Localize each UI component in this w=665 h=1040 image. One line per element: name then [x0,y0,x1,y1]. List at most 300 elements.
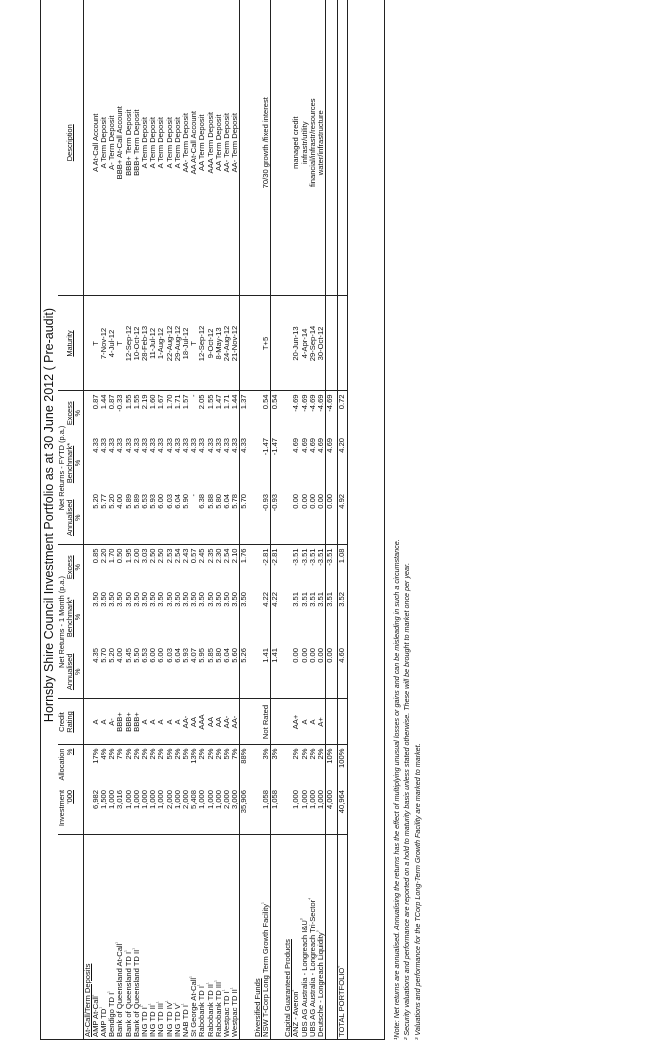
inv-cell: 1,000 [149,787,157,835]
pct-label: % [74,589,83,645]
m-ann-cell: 6.53 [141,645,149,699]
desc-cell: A At-Call Account [92,0,100,296]
m-bench-cell: 3.50 [131,592,141,607]
footnote-marker: ¹ [147,1003,154,1006]
footnote-marker: ¹ [213,980,220,982]
m-exc-cell: 3.03 [139,548,149,564]
m-ann-cell: 5.93 [182,645,190,699]
desc-cell: A Term Deposit [157,0,165,296]
footnote-marker: ¹ [164,1000,171,1003]
m-bench-cell: 3.51 [299,592,309,607]
table-row [317,0,326,1040]
inv-cell: 1,000 [207,787,215,835]
rating-cell: A [149,699,157,745]
maturity-cell: 4-Jul-12 [108,296,116,391]
subtotal-m-bench: 4.22 [271,589,280,645]
footnote-marker: ⁶ [336,965,343,968]
f-ann-cell: 6.04 [174,491,182,545]
f-exc-cell: 0.87 [90,394,100,410]
fytd-annualised-header: Annualised [65,499,75,537]
investment-name-text: ING TD IV [164,1002,174,1037]
f-ann-cell: 0.00 [317,491,326,545]
m-exc-cell: 2.50 [148,548,158,564]
f-ann-cell: -0.93 [262,491,271,545]
blank [326,296,335,391]
investment-name-text: Rabobank TD II [205,983,215,1037]
footnote-marker: ¹ [90,994,97,997]
subtotal-f-exc: -4.69 [326,391,335,435]
rating-cell: AA [215,699,223,745]
f-bench-cell: 4.33 [131,437,141,453]
description-header: Description [65,124,75,162]
inv-cell: 1,000 [133,787,141,835]
m-exc-cell: 2.43 [181,548,190,564]
f-ann-cell: 5.78 [231,491,240,545]
subtotal-f-exc: 1.37 [240,391,249,435]
m-exc-cell: 2.35 [205,548,215,564]
section-heading-text: Diversified Funds [252,978,262,1037]
m-ann-cell: 5.95 [198,645,206,699]
f-bench-cell: 4.33 [115,437,125,453]
desc-cell: AA Term Deposit [198,0,206,296]
rating-cell: BBB+ [125,699,133,745]
f-exc-cell: 1.67 [156,394,166,410]
subtotal-f-exc: 0.54 [271,391,280,435]
f-exc-cell: 1.70 [164,394,174,410]
footnote-marker: ¹ [123,950,130,952]
f-exc-cell: -0.33 [115,394,125,412]
subtotal-m-exc: -3.51 [326,545,335,589]
investment-name-text: Deutsche - Longreach Liquidity [316,932,326,1037]
maturity-cell: 20-Jun-13 [292,296,300,391]
fytd-benchmark-header: Benchmark [65,445,75,484]
m-ann-cell: 5.60 [231,645,240,699]
inv-cell: 2,000 [182,787,190,835]
rating-cell: BBB+ [116,699,124,745]
m-ann-cell: 6.00 [149,645,157,699]
f-exc-cell: 1.71 [172,394,182,410]
subtotal-m-bench: 3.51 [326,589,335,645]
subtotal-f-ann: -0.93 [271,491,280,545]
subtotal-row [271,0,280,1040]
maturity-cell: 21-Nov-12 [231,296,240,391]
m-exc-cell: 2.30 [213,548,223,564]
total-label [338,835,347,1040]
rating-cell: Not Rated [262,699,271,745]
f-exc-cell: 1.47 [213,394,223,410]
total-f-ann: 4.92 [338,491,347,545]
subtotal-f-bench: 4.33 [240,435,249,491]
investment-name-text: AMP At-Call [90,996,100,1037]
desc-cell: managed credit [292,0,300,296]
m-ann-cell: 4.00 [116,645,124,699]
f-bench-cell: 4.33 [156,437,166,453]
desc-cell: A Term Deposit [149,0,157,296]
subtotal-label [326,835,335,1040]
f-ann-cell: 6.00 [157,491,165,545]
footnote-marker: ¹ [131,948,138,950]
alloc-cell: 7% [230,748,240,760]
footnote-marker: ¹ [205,982,212,984]
maturity-cell: 10-Oct-12 [133,296,141,391]
rating-cell: BBB+ [133,699,141,745]
alloc-cell: 2% [316,748,326,760]
rotated-page [40,0,550,1040]
inv-cell: 1,058 [262,787,271,835]
m-ann-cell: 0.00 [317,645,326,699]
section-heading-text: At-Call/Term Deposits [82,963,92,1037]
investment-name-text: Bendigo TD I [107,992,117,1037]
m-exc-cell: -3.51 [291,548,301,566]
investment-name-text: ING TD III [156,1002,166,1037]
subtotal-inv: 4,000 [326,787,335,835]
alloc-cell: 2% [107,748,117,760]
table-row [262,0,271,1040]
f-ann-cell: 5.88 [207,491,215,545]
subtotal-inv: 35,906 [240,787,249,835]
investment-name [262,835,271,1040]
f-bench-cell: 4.33 [222,437,232,453]
footnote-marker: ⁵ [315,930,322,933]
rating-cell: A [309,699,317,745]
m-exc-cell: -3.51 [299,548,309,566]
rating-header: Rating [65,711,75,733]
desc-cell: infrastr/utility [301,0,309,296]
maturity-cell: 1-Aug-12 [157,296,165,391]
investment-name-text: Bank of Queensland TD I [123,951,133,1037]
f-exc-cell: -4.69 [291,394,301,412]
inv-cell: 2,000 [166,787,174,835]
maturity-cell: 30-Oct-12 [317,296,326,391]
m-bench-cell: 3.50 [139,592,149,607]
inv-cell: 1,000 [125,787,133,835]
inv-cell: 1,000 [292,787,300,835]
m-ann-cell: 5.20 [108,645,116,699]
f-bench-cell: 4.33 [189,437,199,453]
m-exc-cell: 2.53 [164,548,174,564]
f-exc-cell: - [189,394,199,397]
m-bench-cell: 3.50 [123,592,133,607]
subtotal-f-bench: 4.69 [326,435,335,491]
footnote-marker: ¹ [180,1003,187,1006]
subtotal-f-ann: 5.70 [240,491,249,545]
alloc-cell: 2% [172,748,182,760]
month-benchmark-header: Benchmark [65,599,75,638]
f-exc-cell: 0.54 [260,394,270,410]
f-exc-cell: 1.57 [181,394,190,410]
inv-cell: 2,000 [223,787,231,835]
portfolio-body [83,0,347,1040]
f-ann-cell: 6.53 [141,491,149,545]
m-bench-cell: 3.50 [148,592,158,607]
m-bench-cell: 3.51 [307,592,317,607]
footnote-marker: ⁴ [307,897,314,900]
fytd-excess-header: Excess [65,401,75,426]
desc-cell: 70/30 growth /fixed interest [262,0,271,296]
f-bench-cell: 4.33 [172,437,182,453]
allocation-unit: % [65,748,75,756]
rating-cell: A [174,699,182,745]
section-heading-text: Capital Guaranteed Products [283,939,293,1037]
footnote-marker: ¹ [114,942,121,944]
blank [338,0,347,296]
m-bench-cell: 3.50 [156,592,166,607]
total-rating [338,699,347,745]
inv-cell: 1,000 [174,787,182,835]
total-m-exc: 1.08 [338,545,347,589]
m-ann-cell: 6.03 [166,645,174,699]
investment-name-text: Westpac TD II [230,989,240,1037]
inv-cell: 1,500 [100,787,108,835]
m-bench-cell: 3.50 [181,592,190,607]
subtotal-m-ann: 0.00 [326,645,335,699]
f-ann-cell: 5.20 [92,491,100,545]
m-bench-cell: 3.50 [90,592,100,607]
inv-cell: 1,000 [215,787,223,835]
rating-cell: A+ [317,699,326,745]
f-bench-cell: 4.33 [164,437,174,453]
f-ann-cell: 5.89 [125,491,133,545]
footnote-marker: ¹ [260,902,267,904]
investment-name-text: ING TD I [139,1007,149,1037]
rating-cell: A [100,699,108,745]
f-ann-cell: 0.00 [309,491,317,545]
f-bench-cell: 4.33 [139,437,149,453]
subtotal-f-bench: -1.47 [271,435,280,491]
desc-cell: A Term Deposit [141,0,149,296]
total-m-ann: 4.60 [338,645,347,699]
alloc-cell: 4% [98,748,108,760]
f-bench-cell: 4.33 [123,437,133,453]
total-alloc: 100% [338,745,347,787]
maturity-cell: 18-Jul-12 [182,296,190,391]
f-bench-cell: 4.33 [90,437,100,453]
f-bench-cell: 4.33 [181,437,190,453]
m-exc-cell: 2.45 [197,548,207,564]
fytd-returns-header: Net Returns - FYTD (p.a.) [58,391,66,545]
f-exc-cell: 1.71 [222,394,232,410]
inv-cell: 1,000 [198,787,206,835]
footnote: ² Security valuations and performance are reported on a hold to maturity basis unless stated otherwise. These will be brought to market once per year. [402,562,412,1040]
pct-label: % [74,545,83,589]
f-bench-cell: 4.69 [307,437,317,453]
m-bench-cell: 3.50 [164,592,174,607]
f-ann-cell: 6.04 [223,491,231,545]
subtotal-m-exc: -2.81 [271,545,280,589]
m-ann-cell: 0.00 [292,645,300,699]
alloc-cell: 3% [260,748,270,760]
alloc-cell: 2% [156,748,166,760]
m-ann-cell: 6.00 [157,645,165,699]
subtotal-rating [326,699,335,745]
desc-cell: BBB+ Term Deposit [133,0,141,296]
desc-cell: BBB+ Term Deposit [125,0,133,296]
portfolio-table [58,0,348,1040]
f-ann-cell: 5.89 [133,491,141,545]
m-ann-cell: 4.07 [190,645,198,699]
maturity-cell: 11-Jul-12 [149,296,157,391]
investment-name-text: ING TD V [172,1004,182,1037]
m-exc-cell: 2.54 [172,548,182,564]
f-ann-cell: 5.20 [108,491,116,545]
investment-name-text: ING TD II [148,1005,158,1037]
rating-cell: AA+ [292,699,300,745]
subtotal-rating [240,699,249,745]
desc-cell: A Term Deposit [100,0,108,296]
footnotes [392,0,423,1040]
m-exc-cell: -3.51 [316,548,326,566]
desc-cell: AA At-Call Account [190,0,198,296]
m-ann-cell: 5.45 [125,645,133,699]
footnote-marker: ¹ [188,976,195,978]
investment-name [317,835,326,1040]
f-ann-cell: 0.00 [292,491,300,545]
maturity-cell: 24-Aug-12 [223,296,231,391]
maturity-cell: 4-Apr-14 [301,296,309,391]
f-bench-cell: 4.33 [230,437,240,453]
maturity-cell: 7-Nov-12 [100,296,108,391]
rating-cell: AA [190,699,198,745]
alloc-cell: 2% [213,748,223,760]
f-exc-cell: 1.55 [205,394,215,410]
subtotal-label [240,835,249,1040]
footnote-marker: ¹ [196,984,203,987]
subtotal-alloc: 10% [326,745,335,787]
investment-name-text: AMP TD [98,1008,108,1037]
rating-cell: A [141,699,149,745]
m-ann-cell: 6.04 [174,645,182,699]
m-exc-cell: 0.57 [189,548,199,564]
month-returns-header: Net Returns - 1 Month (p.a.) [58,545,66,699]
desc-cell: AA- Term Deposit [223,0,231,296]
subtotal-m-ann: 5.26 [240,645,249,699]
investment-name-text: Rabobank TD III [213,981,223,1037]
investment-name-text: NSW T-Corp Long Term Growth Facility [260,903,270,1037]
f-ann-cell: 5.90 [182,491,190,545]
m-exc-cell: 1.70 [107,548,117,564]
maturity-cell: T [190,296,198,391]
f-ann-cell: 4.00 [116,491,124,545]
blank [240,0,249,296]
maturity-header: Maturity [65,330,75,357]
header-row-2: '000 % Rating Annualised Benchmark* Excess Annualised Benchmark* Excess Maturity Description [66,0,74,1040]
alloc-cell: 5% [164,748,174,760]
alloc-cell: 17% [90,748,100,764]
pct-label: % [74,435,83,491]
page-title: Hornsby Shire Council Investment Portfolio as at 30 June 2012 ( Pre-audit) [42,307,56,723]
total-row [338,0,347,1040]
rating-cell: AAA [198,699,206,745]
desc-cell: financial/infrastr/resources [309,0,317,296]
month-excess-header: Excess [65,555,75,580]
maturity-cell: 29-Aug-12 [174,296,182,391]
f-bench-cell: 4.33 [213,437,223,453]
subtotal-alloc: 88% [240,745,249,787]
f-exc-cell: -4.69 [316,394,326,412]
m-bench-cell: 3.50 [230,592,240,607]
footnote-marker: ¹ [172,1002,179,1005]
f-exc-cell: 0.87 [107,394,117,410]
m-ann-cell: 0.00 [301,645,309,699]
maturity-cell: 8-May-13 [215,296,223,391]
maturity-cell: T [92,296,100,391]
f-ann-cell: 5.80 [215,491,223,545]
m-exc-cell: 2.20 [98,548,108,564]
m-exc-cell: 0.50 [115,548,125,564]
credit-header: Credit [58,699,66,745]
maturity-cell: 12-Sep-12 [198,296,206,391]
alloc-cell: 2% [299,748,309,760]
inv-cell: 1,000 [317,787,326,835]
rating-cell: A [157,699,165,745]
inv-cell: 1,000 [141,787,149,835]
f-exc-cell: -4.69 [299,394,309,412]
investment-name-text: Bank of Queensland TD II [131,949,141,1037]
m-bench-cell: 3.50 [189,592,199,607]
desc-cell: AA- Term Deposit [182,0,190,296]
subtotal-alloc: 3% [271,745,280,787]
m-ann-cell: 4.35 [92,645,100,699]
f-exc-cell: 1.60 [148,394,158,410]
f-bench-cell: 4.69 [316,437,326,453]
m-bench-cell: 3.50 [107,592,117,607]
footnote-marker: ³ [299,918,306,921]
f-bench-cell: -1.47 [260,437,270,456]
blank [338,296,347,391]
m-exc-cell: -2.81 [260,548,270,566]
inv-cell: 6,982 [92,787,100,835]
alloc-cell: 2% [148,748,158,760]
maturity-cell: T [116,296,124,391]
m-exc-cell: 1.95 [123,548,133,564]
m-bench-cell: 3.50 [205,592,215,607]
investment-name-text: Rabobank TD I [197,986,207,1037]
m-bench-cell: 3.50 [115,592,125,607]
m-bench-cell: 3.51 [316,592,326,607]
f-exc-cell: 2.19 [139,394,149,410]
footnote: ³ Valuations and performance for the TCorp Long-Term Growth Facility are marked to market. [412,743,422,1040]
subtotal-m-exc: 1.76 [240,545,249,589]
m-bench-cell: 3.51 [291,592,301,607]
m-ann-cell: 6.04 [223,645,231,699]
m-ann-cell: 5.50 [133,645,141,699]
investment-name-text: UBS AG Australia - Longreach I&U [299,920,309,1037]
subtotal-rating [271,699,280,745]
inv-cell: 1,000 [309,787,317,835]
blank [326,0,335,296]
m-exc-cell: -3.51 [307,548,317,566]
investment-name-text: ANZ - Averon [291,991,301,1037]
f-ann-cell: 6.38 [198,491,206,545]
rating-cell: AA- [223,699,231,745]
m-bench-cell: 3.50 [98,592,108,607]
investment-name [231,835,240,1040]
total-inv: 40,964 [338,787,347,835]
alloc-cell: 13% [189,748,199,764]
investment-unit: '000 [65,790,75,804]
m-exc-cell: 2.10 [230,548,240,564]
inv-cell: 1,000 [301,787,309,835]
m-exc-cell: 2.54 [222,548,232,564]
footnote-marker: ¹ [106,991,113,993]
f-bench-cell: 4.33 [98,437,108,453]
m-exc-cell: 2.00 [131,548,141,564]
blank [271,0,280,296]
subtotal-row [240,0,249,1040]
footnote-marker: ¹ [229,987,236,990]
m-ann-cell: 0.00 [309,645,317,699]
desc-cell: A Term Deposit [166,0,174,296]
